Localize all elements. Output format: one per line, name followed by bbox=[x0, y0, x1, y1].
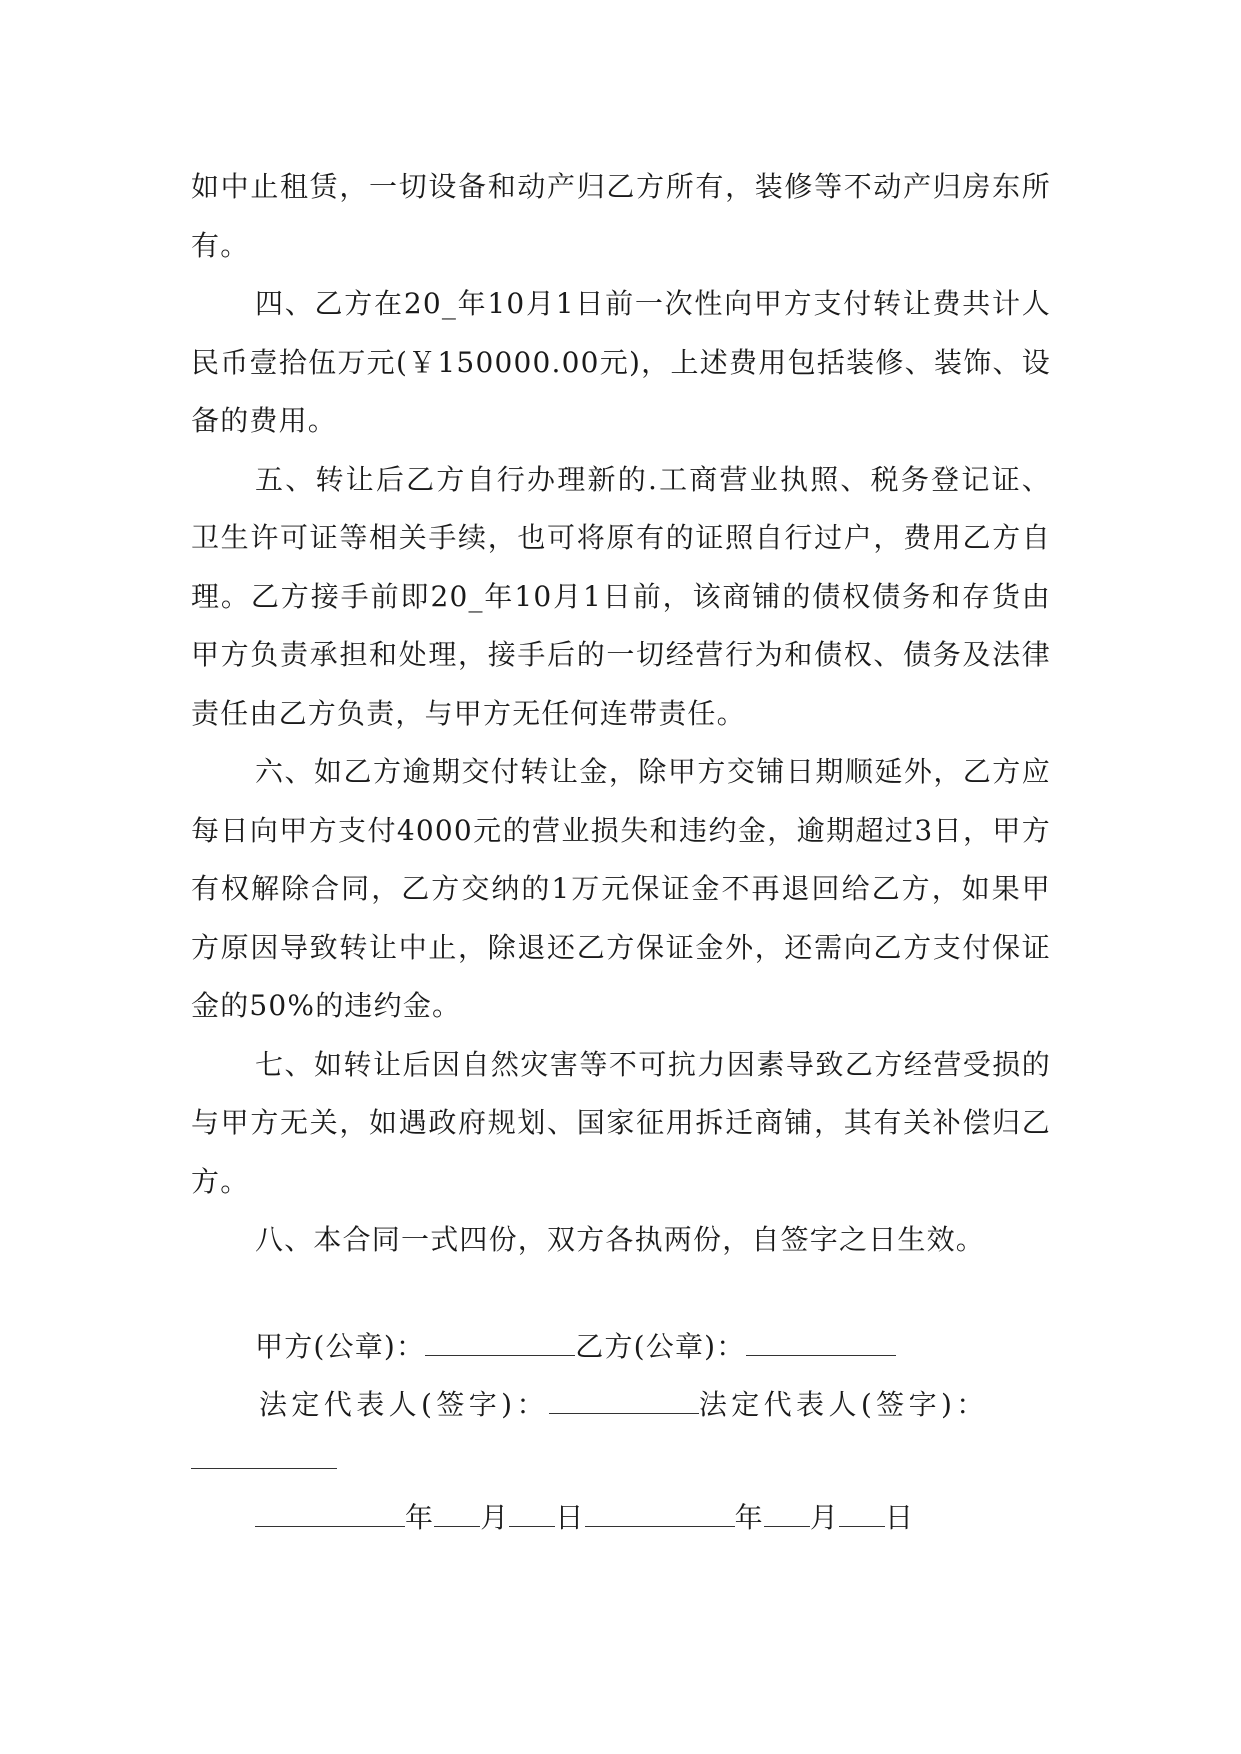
party-a-seal-blank bbox=[425, 1329, 575, 1356]
rep-b-label: 法定代表人(签字)： bbox=[698, 1388, 989, 1421]
party-b-seal-blank bbox=[746, 1329, 896, 1356]
date-b-day-label: 日 bbox=[885, 1501, 915, 1534]
date-b-month-blank bbox=[764, 1500, 810, 1527]
paragraph-clause-7: 七、如转让后因自然灾害等不可抗力因素导致乙方经营受损的与甲方无关，如遇政府规划、国家征用拆迁商铺，其有关补偿归乙方。 bbox=[191, 1047, 1051, 1198]
rep-b-signature-blank bbox=[191, 1468, 337, 1469]
seal-line bbox=[255, 1327, 896, 1367]
party-b-seal-label: 乙方(公章)： bbox=[575, 1330, 746, 1363]
representative-line bbox=[259, 1385, 989, 1425]
date-a-year-label: 年 bbox=[405, 1501, 435, 1534]
date-b-year-label: 年 bbox=[734, 1501, 764, 1534]
paragraph-clause-4: 四、乙方在20_年10月1日前一次性向甲方支付转让费共计人民币壹拾伍万元(￥150000.00元)，上述费用包括装修、装饰、设备的费用。 bbox=[191, 287, 1051, 437]
date-a-day-blank bbox=[509, 1500, 555, 1527]
date-b-month-label: 月 bbox=[809, 1501, 840, 1534]
rep-a-signature-blank bbox=[549, 1387, 699, 1414]
date-a-year-blank bbox=[255, 1500, 405, 1527]
paragraph-continuation: 如中止租赁，一切设备和动产归乙方所有，装修等不动产归房东所有。 bbox=[191, 170, 1051, 262]
date-a-day-label: 日 bbox=[555, 1501, 585, 1534]
paragraph-clause-8: 八、本合同一式四份，双方各执两份，自签字之日生效。 bbox=[255, 1223, 986, 1256]
contract-body bbox=[191, 158, 1051, 1270]
date-b-year-blank bbox=[585, 1500, 735, 1527]
rep-a-label: 法定代表人(签字)： bbox=[259, 1388, 549, 1421]
paragraph-clause-6: 六、如乙方逾期交付转让金，除甲方交铺日期顺延外，乙方应每日向甲方支付4000元的营业损失和违约金，逾期超过3日，甲方有权解除合同，乙方交纳的1万元保证金不再退回给乙方，如果甲方原因导致转让中止，除退还乙方保证金外，还需向乙方支付保证金的50%的违约金。 bbox=[191, 755, 1051, 1022]
date-a-month-blank bbox=[434, 1500, 480, 1527]
date-line bbox=[255, 1498, 914, 1538]
paragraph-clause-5: 五、转让后乙方自行办理新的.工商营业执照、税务登记证、卫生许可证等相关手续，也可将原有的证照自行过户，费用乙方自理。乙方接手前即20_年10月1日前，该商铺的债权债务和存货由甲方负责承担和处理，接手后的一切经营行为和债权、债务及法律责任由乙方负责，与甲方无任何连带责任。 bbox=[191, 462, 1051, 730]
party-a-seal-label: 甲方(公章)： bbox=[255, 1330, 426, 1363]
date-a-month-label: 月 bbox=[480, 1501, 510, 1534]
date-b-day-blank bbox=[839, 1500, 885, 1527]
